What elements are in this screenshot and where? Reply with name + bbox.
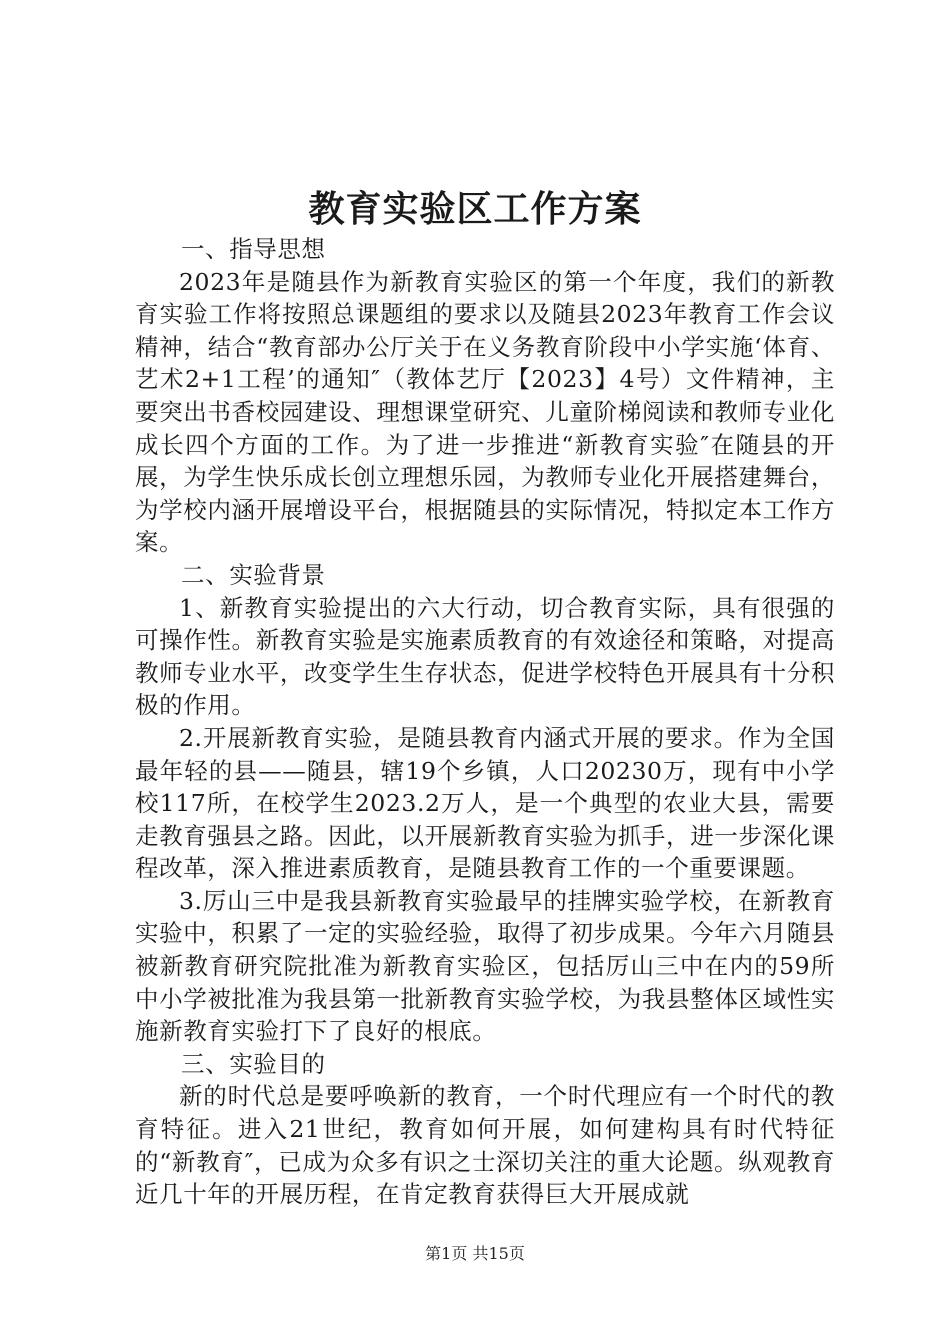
body-paragraph: 3.厉山三中是我县新教育实验最早的挂牌实验学校，在新教育实验中，积累了一定的实验经验，取得了初步成果。今年六月随县被新教育研究院批准为新教育实验区，包括厉山三中在内的59所中小学被批准为我县第一批新教育实验学校，为我县整体区域性实施新教育实验打下了良好的根底。 <box>135 886 835 1046</box>
section-heading: 三、实验目的 <box>181 1049 326 1078</box>
body-paragraph: 2023年是随县作为新教育实验区的第一个年度，我们的新教育实验工作将按照总课题组的要求以及随县2023年教育工作会议精神，结合“教育部办公厅关于在义务教育阶段中小学实施‘体育、艺术2+1工程’的通知″（教体艺厅【2023】4号）文件精神，主要突出书香校园建设、理想课堂研究、儿童阶梯阅读和教师专业化成长四个方面的工作。为了进一步推进“新教育实验″在随县的开展，为学生快乐成长创立理想乐园，为教师专业化开展搭建舞台，为学校内涵开展增设平台，根据随县的实际情况，特拟定本工作方案。 <box>135 267 835 557</box>
document-title: 教育实验区工作方案 <box>308 188 642 230</box>
document-body <box>135 233 835 1211</box>
section-heading: 一、指导思想 <box>181 235 326 263</box>
section-heading: 二、实验背景 <box>181 560 326 589</box>
body-paragraph: 新的时代总是要呼唤新的教育，一个时代理应有一个时代的教育特征。进入21世纪，教育如何开展，如何建构具有时代特征的“新教育″，已成为众多有识之士深切关注的重大论题。纵观教育近几十年的开展历程，在肯定教育获得巨大开展成就 <box>135 1082 835 1209</box>
body-paragraph: 1、新教育实验提出的六大行动，切合教育实际，具有很强的可操作性。新教育实验是实施素质教育的有效途径和策略，对提高教师专业水平，改变学生生存状态，促进学校特色开展具有十分积极的作用。 <box>135 593 835 720</box>
body-paragraph: 2.开展新教育实验，是随县教育内涵式开展的要求。作为全国最年轻的县——随县，辖19个乡镇，人口20230万，现有中小学校117所，在校学生2023.2万人，是一个典型的农业大县，需要走教育强县之路。因此，以开展新教育实验为抓手，进一步深化课程改革，深入推进素质教育，是随县教育工作的一个重要课题。 <box>135 723 835 883</box>
page-number: 第1页 <box>425 1244 468 1263</box>
page-total: 共15页 <box>472 1244 525 1263</box>
page-footer <box>0 1243 950 1265</box>
